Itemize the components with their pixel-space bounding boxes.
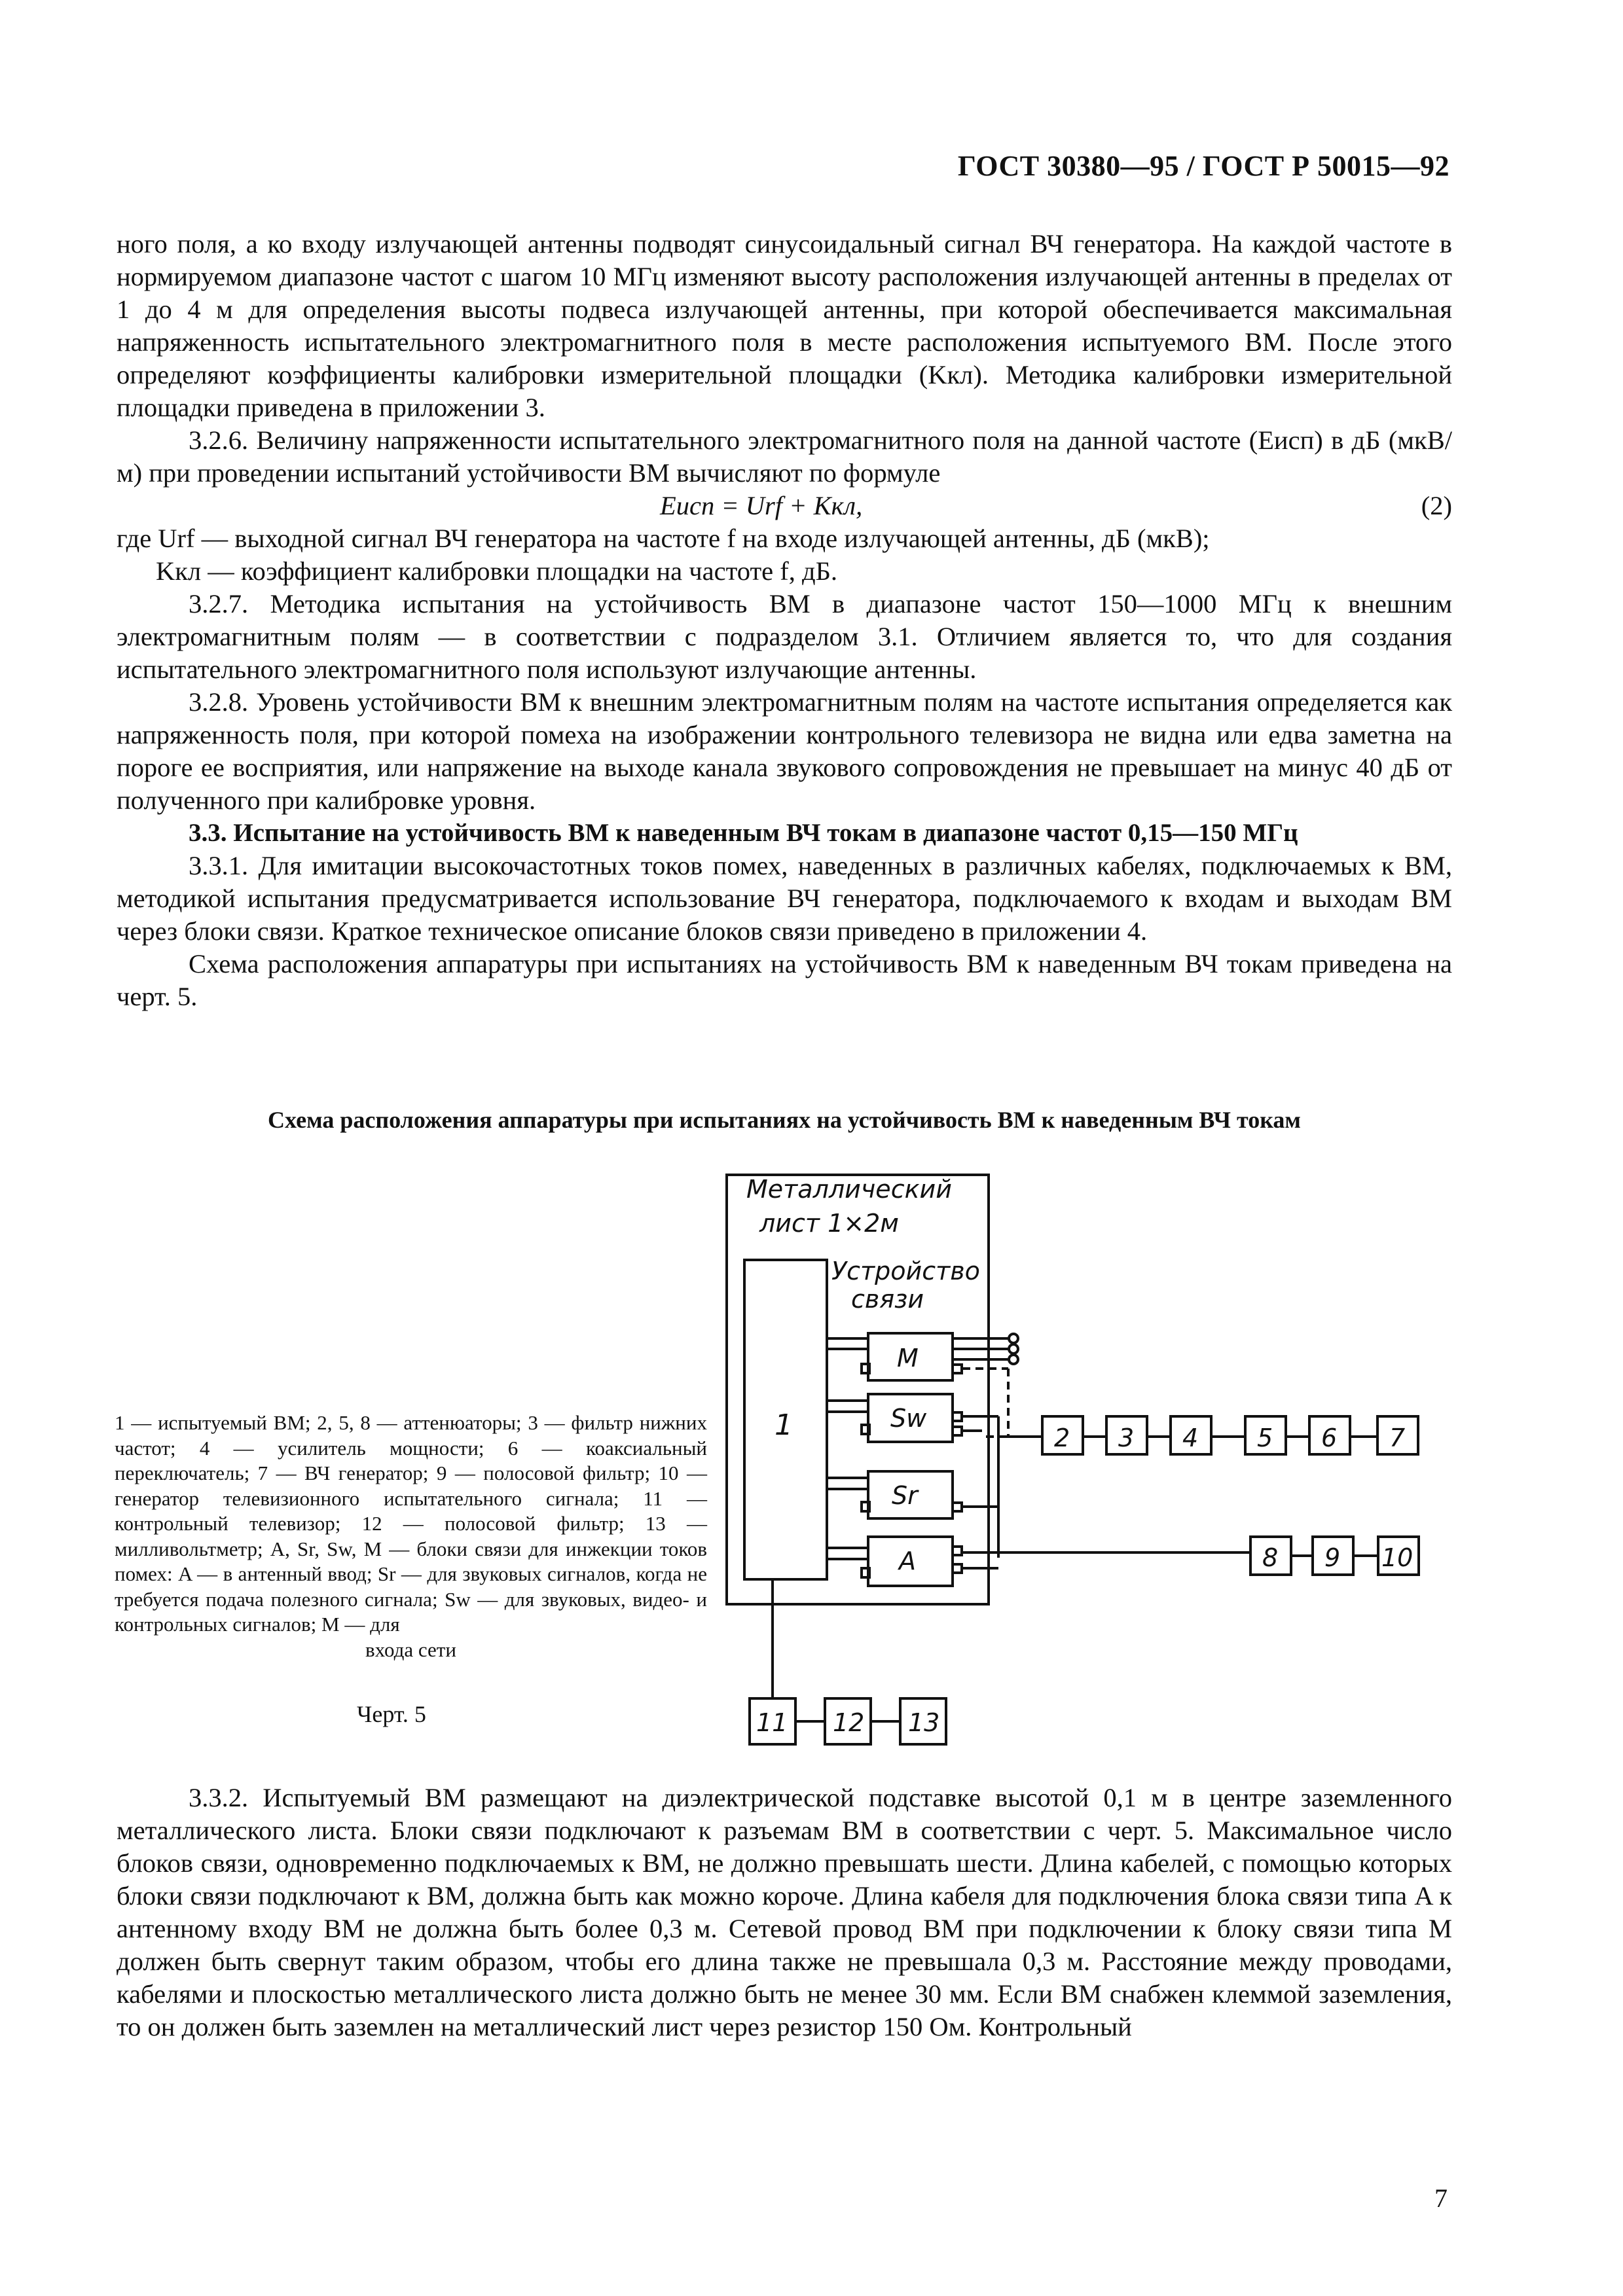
body-text-bottom [117, 1782, 1452, 2043]
section-3-3-heading: 3.3. Испытание на устойчивость ВМ к наведенным ВЧ токам в диапазоне частот 0,15—150 МГц [189, 819, 1298, 847]
chain-bottom-12: 12 [833, 1708, 865, 1737]
figure-number: Черт. 5 [357, 1701, 426, 1727]
chain-top-5: 5 [1257, 1424, 1273, 1452]
paragraph-3-2-8: 3.2.8. Уровень устойчивости ВМ к внешним электромагнитным полям на частоте испытания определяется как напряженность поля, при которой помеха на изображении контрольного телевизора не видна или едва заметна на пороге ее восприятия, или напряжение на выходе канала звукового сопровождения не превышает на минус 40 дБ от полученного при калибровке уровня. [117, 687, 1452, 815]
figure-legend [115, 1410, 707, 1662]
chain-top-7: 7 [1389, 1424, 1406, 1452]
coupling-device-label-2: связи [851, 1285, 924, 1314]
metal-sheet-outline [727, 1175, 989, 1604]
chain-mid-9: 9 [1324, 1543, 1341, 1572]
paragraph-3-2-7: 3.2.7. Методика испытания на устойчивость ВМ в диапазоне частот 150—1000 МГц к внешним электромагнитным полям — в соответствии с подразделом 3.1. Отличием является то, что для создания испытательного электромагнитного поля используют излучающие антенны. [117, 589, 1452, 684]
paragraph-scheme-reference: Схема расположения аппаратуры при испытаниях на устойчивость ВМ к наведенным ВЧ токам приведена на черт. 5. [117, 949, 1452, 1011]
block-sr-label: Sr [892, 1481, 918, 1510]
paragraph-3-3-1: 3.3.1. Для имитации высокочастотных токов помех, наведенных в различных кабелях, подключаемых к ВМ, методикой испытания предусматривается использование ВЧ генератора, подключаемого к входам и выходам ВМ через блоки связи. Краткое техническое описание блоков связи приведено в приложении 4. [117, 851, 1452, 946]
block-vm-label: 1 [775, 1408, 793, 1442]
legend-text-last: входа сети [365, 1638, 456, 1661]
metal-sheet-label-2: лист 1×2м [759, 1209, 899, 1238]
chain-top-6: 6 [1321, 1424, 1338, 1452]
document-header: ГОСТ 30380—95 / ГОСТ Р 50015—92 [957, 150, 1450, 182]
paragraph-continuation: ного поля, а ко входу излучающей антенны подводят синусоидальный сигнал ВЧ генератора. На каждой частоте в нормируемом диапазоне частот с шагом 10 МГц изменяют высоту расположения излучающей антенны в пределах от 1 до 4 м для определения высоты подвеса излучающей антенны, при которой обеспечивается максимальная напряженность испытательного электромагнитного поля в месте расположения испытуемого ВМ. После этого определяют коэффициенты калибровки измерительной площадки (Kкл). Методика калибровки измерительной площадки приведена в приложении 3. [117, 229, 1452, 422]
chain-mid-10: 10 [1381, 1543, 1413, 1572]
chain-bottom-11: 11 [756, 1708, 788, 1737]
paragraph-3-3-2: 3.3.2. Испытуемый ВМ размещают на диэлектрической подставке высотой 0,1 м в центре заземленного металлического листа. Блоки связи подключают к разъемам ВМ в соответствии с черт. 5. Максимальное число блоков связи, одновременно подключаемых к ВМ, не должно превышать шести. Длина кабелей, с помощью которых блоки связи подключают к ВМ, должна быть как можно короче. Длина кабеля для подключения блока связи типа A к антенному входу ВМ не должна быть более 0,3 м. Сетевой провод ВМ при подключении к блоку связи типа M должен быть свернут таким образом, чтобы его длина также не превышала 0,3 м. Расстояние между проводами, кабелями и плоскостью металлического листа должно быть не менее 30 мм. Если ВМ снабжен клеммой заземления, то он должен быть заземлен на металлический лист через резистор 150 Ом. Контрольный [117, 1783, 1452, 2041]
coupling-device-label-1: Устройство [831, 1257, 980, 1285]
formula-number: (2) [1421, 491, 1452, 520]
formula-where-1: где Urf — выходной сигнал ВЧ генератора на частоте f на входе излучающей антенны, дБ (мкВ); [117, 524, 1210, 553]
chain-top-4: 4 [1182, 1424, 1199, 1452]
page-number: 7 [1434, 2183, 1448, 2213]
metal-sheet-label-1: Металлический [746, 1175, 952, 1204]
figure-caption: Схема расположения аппаратуры при испытаниях на устойчивость ВМ к наведенным ВЧ токам [268, 1107, 1301, 1133]
legend-text: 1 — испытуемый ВМ; 2, 5, 8 — аттенюаторы; 3 — фильтр нижних частот; 4 — усилитель мощности; 6 — коаксиальный переключатель; 7 — ВЧ генератор; 9 — полосовой фильтр; 10 — генератор телевизионного испытательного сигнала; 11 — контрольный телевизор; 12 — полосовой фильтр; 13 — милливольтметр; A, Sr, Sw, M — блоки связи для инжекции токов помех: A — в антенный ввод; Sr — для звуковых сигналов, когда не требуется подача полезного сигнала; Sw — для звуковых, видео- и контрольных сигналов; M — для [115, 1411, 707, 1636]
chain-mid-8: 8 [1262, 1543, 1279, 1572]
block-m-label: M [897, 1344, 919, 1372]
chain-top-3: 3 [1118, 1424, 1135, 1452]
block-sw-label: Sw [890, 1404, 927, 1433]
paragraph-3-2-6: 3.2.6. Величину напряженности испытательного электромагнитного поля на данной частоте (Eисп) в дБ (мкВ/м) при проведении испытаний устойчивости ВМ вычисляют по формуле [117, 425, 1452, 488]
chain-bottom-13: 13 [908, 1708, 940, 1737]
chain-top-2: 2 [1054, 1424, 1070, 1452]
block-a-label: A [899, 1547, 916, 1575]
formula-where-2: Kкл — коэффициент калибровки площадки на частоте f, дБ. [156, 556, 837, 586]
formula: Eисп = Urf + Kкл, [660, 491, 863, 520]
